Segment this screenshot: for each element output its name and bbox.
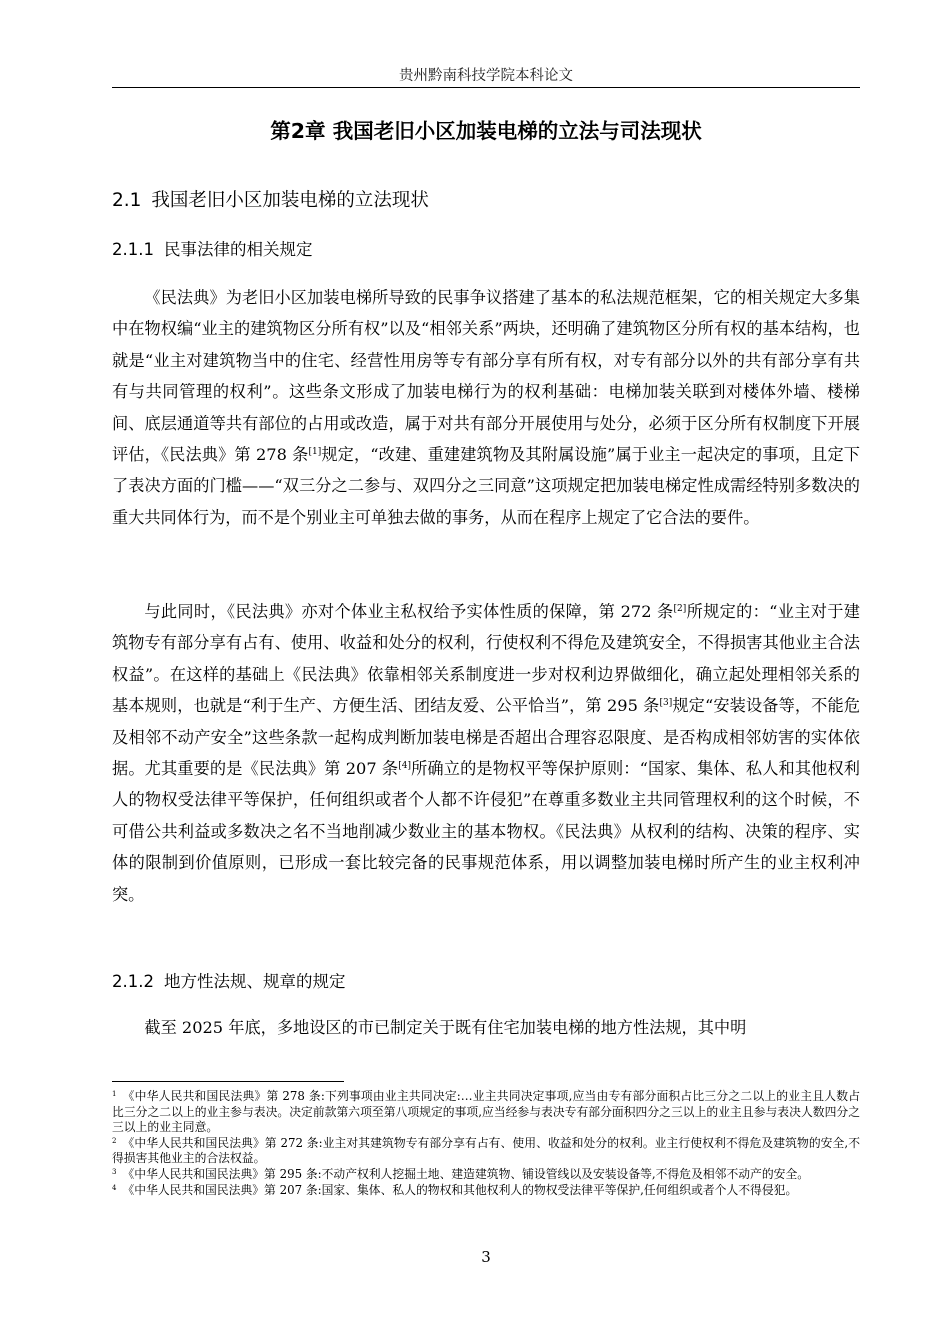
footnote-ref-3[interactable]: [3]: [659, 698, 673, 709]
footnote-3: [112, 1167, 860, 1183]
paragraph-text: 规定，“改建、重建建筑物及其附属设施”属于业主一起决定的事项，且定下了表决方面的门槛——“双三分之二参与、双四分之三同意”这项规定把加装电梯定性成需经特别多数决的重大共同体行为，而不是个别业主可单独去做的事务，从而在程序上规定了它合法的要件。: [112, 445, 860, 527]
subsection-heading-2-1-2: [112, 970, 345, 994]
footnote-text: 《中华人民共和国民法典》第 272 条:业主对其建筑物专有部分享有占有、使用、收益和处分的权利。业主行使权利不得危及建筑物的安全,不得损害其他业主的合法权益。: [112, 1135, 860, 1166]
subsection-title: 民事法律的相关规定: [163, 240, 313, 259]
paragraph-text: 《民法典》为老旧小区加装电梯所导致的民事争议搭建了基本的私法规范框架，它的相关规定大多集中在物权编“业主的建筑物区分所有权”以及“相邻关系”两块，还明确了建筑物区分所有权的基本结构，也就是“业主对建筑物当中的住宅、经营性用房等专有部分享有所有权，对专有部分以外的共有部分享有共有与共同管理的权利”。这些条文形成了加装电梯行为的权利基础：电梯加装关联到对楼体外墙、楼梯间、底层通道等共有部位的占用或改造，属于对共有部分开展使用与处分，必须于区分所有权制度下开展评估，《民法典》第 278 条: [112, 288, 860, 465]
subsection-title: 地方性法规、规章的规定: [163, 972, 346, 991]
chapter-title: 第2章 我国老旧小区加装电梯的立法与司法现状: [270, 119, 702, 143]
subsection-number: 2.1.2: [112, 972, 154, 991]
paragraph-text: 所规定的：“业主对于建筑物专有部分享有占有、使用、收益和处分的权利，行使权利不得危及建筑安全，不得损害其他业主合法权益”。在这样的基础上《民法典》依靠相邻关系制度进一步对权利边界做细化，确立起处理相邻关系的基本规则，也就是“利于生产、方便生活、团结友爱、公平恰当”，第 295 条: [112, 602, 860, 716]
section-heading: [112, 188, 429, 214]
body-paragraph-3: 截至 2025 年底，多地设区的市已制定关于既有住宅加装电梯的地方性法规，其中明: [144, 1018, 747, 1037]
paragraph-text: 与此同时，《民法典》亦对个体业主私权给予实体性质的保障，第 272 条: [144, 602, 674, 621]
footnote-ref-1[interactable]: [1]: [308, 447, 322, 458]
header-rule: [112, 87, 860, 88]
footnote-text: 《中华人民共和国民法典》第 207 条:国家、集体、私人的物权和其他权利人的物权受法律平等保护,任何组织或者个人不得侵犯。: [122, 1182, 798, 1197]
footnote-text: 《中华人民共和国民法典》第 278 条:下列事项由业主共同决定:…业主共同决定事项,应当由专有部分面积占比三分之二以上的业主且人数占比三分之二以上的业主参与表决。决定前款第六项至第八项规定的事项,应当经参与表决专有部分面积四分之三以上的业主且参与表决人数四分之三以上的业主同意。: [112, 1089, 860, 1135]
footnote-separator: [112, 1081, 344, 1082]
subsection-heading-2-1-1: [112, 238, 312, 262]
footnote-ref-2[interactable]: [2]: [673, 604, 687, 614]
footnote-4: [112, 1183, 860, 1199]
section-title: 我国老旧小区加装电梯的立法现状: [151, 190, 429, 211]
subsection-number: 2.1.1: [112, 240, 154, 259]
footnote-mark: 1: [112, 1090, 117, 1098]
footnotes: [112, 1089, 860, 1198]
footnote-mark: 4: [112, 1183, 117, 1192]
footnote-mark: 3: [112, 1167, 117, 1176]
paragraph-text: 规定“安装设备等，不能危及相邻不动产安全”这些条款一起构成判断加装电梯是否超出合理容忍限度、是否构成相邻妨害的实体依据。尤其重要的是《民法典》第 207 条: [112, 696, 860, 779]
footnote-text: 《中华人民共和国民法典》第 295 条:不动产权利人挖掘土地、建造建筑物、铺设管线以及安装设备等,不得危及相邻不动产的安全。: [122, 1166, 810, 1181]
page-number: 3: [481, 1248, 491, 1266]
footnote-ref-4[interactable]: [4]: [398, 761, 411, 772]
paragraph-text: 所确立的是物权平等保护原则：“国家、集体、私人和其他权利人的物权受法律平等保护，任何组织或者个人都不许侵犯”在尊重多数业主共同管理权利的这个时候，不可借公共利益或多数决之名不当地削减少数业主的基本物权。《民法典》从权利的结构、决策的程序、实体的限制到价值原则，已形成一套比较完备的民事规范体系，用以调整加装电梯时所产生的业主权利冲突。: [112, 759, 860, 904]
body-paragraph-1: [112, 282, 860, 533]
body-paragraph-2: [112, 596, 860, 910]
footnote-2: [112, 1136, 860, 1167]
footnote-1: [112, 1089, 860, 1136]
footnote-mark: 2: [112, 1136, 117, 1145]
section-number: 2.1: [112, 190, 142, 211]
running-header: 贵州黔南科技学院本科论文: [399, 68, 573, 84]
